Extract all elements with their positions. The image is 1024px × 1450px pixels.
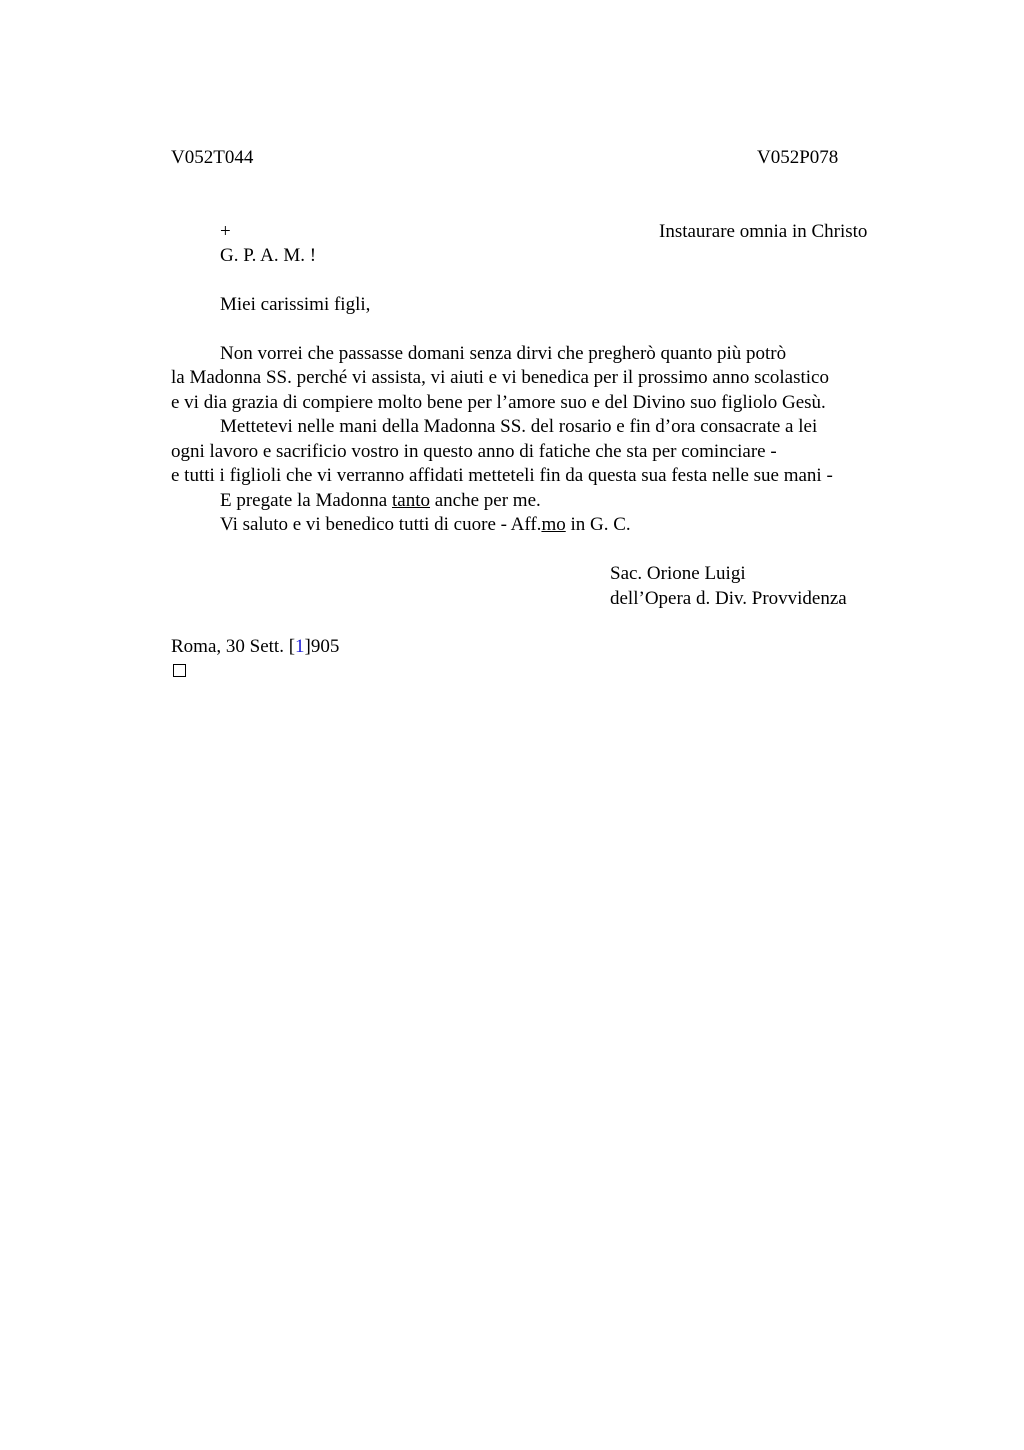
date-after: ]905: [304, 636, 340, 657]
date-before: Roma, 30 Sett. [: [171, 636, 296, 657]
body-line-1: Non vorrei che passasse domani senza dirvi che pregherò quanto più potrò: [220, 343, 787, 364]
prayer-line-after: anche per me.: [429, 490, 541, 511]
body-line-2: la Madonna SS. perché vi assista, vi aiuti e vi benedica per il prossimo anno scolastico: [171, 367, 829, 388]
date-highlight: 1: [295, 636, 305, 657]
closing-line-underlined: mo: [541, 514, 566, 535]
body-line-4: Mettetevi nelle mani della Madonna SS. del rosario e fin d’ora consacrate a lei: [220, 416, 818, 437]
body-line-3: e vi dia grazia di compiere molto bene per l’amore suo e del Divino suo figliolo Gesù.: [171, 392, 826, 413]
signature-name: Sac. Orione Luigi: [610, 563, 746, 584]
motto: Instaurare omnia in Christo: [659, 221, 868, 242]
closing-line: [220, 513, 631, 537]
document-code-left: V052T044: [171, 147, 254, 168]
closing-line-before: Vi saluto e vi benedico tutti di cuore - Aff.: [220, 514, 542, 535]
salutation: Miei carissimi figli,: [220, 294, 371, 315]
body-line-5: ogni lavoro e sacrificio vostro in questo anno di fatiche che sta per cominciare -: [171, 441, 777, 462]
body-line-6: e tutti i figlioli che vi verranno affidati metteteli fin da questa sua festa nelle sue mani -: [171, 465, 833, 486]
closing-line-after: in G. C.: [565, 514, 631, 535]
cross-symbol: +: [220, 221, 231, 242]
checkbox-square-icon: [173, 664, 186, 677]
prayer-line: [220, 489, 541, 513]
signature-title: dell’Opera d. Div. Provvidenza: [610, 588, 847, 609]
invocation: G. P. A. M. !: [220, 245, 317, 266]
letter-date: [171, 635, 339, 659]
prayer-line-before: E pregate la Madonna: [220, 490, 392, 511]
document-code-right: V052P078: [757, 147, 839, 168]
prayer-line-underlined: tanto: [391, 490, 430, 511]
